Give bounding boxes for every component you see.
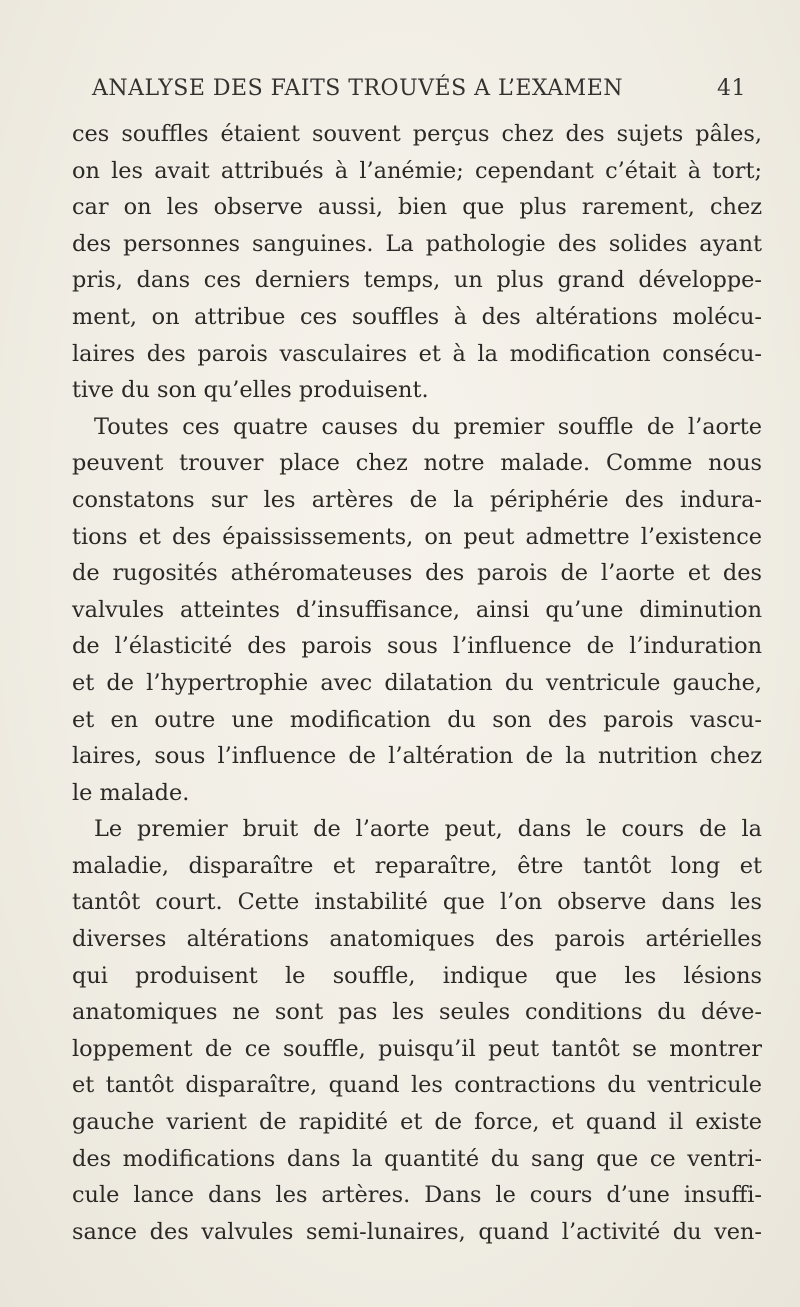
text-line: gauche varient de rapidité et de force, et quand il existe xyxy=(72,1109,762,1136)
text-line: et tantôt disparaître, quand les contractions du ventricule xyxy=(72,1072,762,1099)
running-title: ANALYSE DES FAITS TROUVÉS A L’EXAMEN xyxy=(92,76,624,101)
text-line: le malade. xyxy=(72,779,190,806)
text-line: de rugosités athéromateuses des parois de l’aorte et des xyxy=(72,560,762,587)
text-line: on les avait attribués à l’anémie; cependant c’était à tort; xyxy=(72,157,762,184)
text-line: ces souffles étaient souvent perçus chez des sujets pâles, xyxy=(72,121,762,147)
text-line: tions et des épaississements, on peut admettre l’existence xyxy=(72,523,762,550)
text-line: loppement de ce souffle, puisqu’il peut tantôt se montrer xyxy=(72,1035,762,1062)
paragraph-1 xyxy=(72,116,762,409)
text-line: diverses altérations anatomiques des parois artérielles xyxy=(72,926,762,953)
text-line: laires, sous l’influence de l’altération de la nutrition chez xyxy=(72,743,762,770)
text-line: pris, dans ces derniers temps, un plus grand développe- xyxy=(72,267,762,294)
text-line: valvules atteintes d’insuffisance, ainsi qu’une diminution xyxy=(72,596,762,623)
text-line: Le premier bruit de l’aorte peut, dans le cours de la xyxy=(94,816,762,843)
paragraph-3 xyxy=(72,811,762,1250)
page-header xyxy=(92,76,746,110)
text-line: laires des parois vasculaires et à la modification consécu- xyxy=(72,340,762,367)
text-line: maladie, disparaître et reparaître, être tantôt long et xyxy=(72,852,762,879)
text-line: tantôt court. Cette instabilité que l’on observe dans les xyxy=(72,889,762,916)
page-number: 41 xyxy=(717,76,746,101)
text-line: qui produisent le souffle, indique que les lésions xyxy=(72,962,762,989)
text-line: anatomiques ne sont pas les seules conditions du déve- xyxy=(72,999,762,1026)
text-line: sance des valvules semi-lunaires, quand l’activité du ven- xyxy=(72,1218,762,1245)
text-line: des personnes sanguines. La pathologie des solides ayant xyxy=(72,230,762,257)
text-line: et de l’hypertrophie avec dilatation du ventricule gauche, xyxy=(72,669,762,696)
paragraph-2 xyxy=(72,409,762,812)
text-line: cule lance dans les artères. Dans le cours d’une insuffi- xyxy=(72,1182,762,1209)
text-line: car on les observe aussi, bien que plus rarement, chez xyxy=(72,194,762,221)
text-line: tive du son qu’elles produisent. xyxy=(72,377,429,404)
text-line: et en outre une modification du son des parois vascu- xyxy=(72,706,762,733)
text-line: Toutes ces quatre causes du premier souffle de l’aorte xyxy=(94,413,762,440)
text-line: constatons sur les artères de la périphérie des indura- xyxy=(72,486,762,513)
text-line: peuvent trouver place chez notre malade. Comme nous xyxy=(72,450,762,477)
text-line: de l’élasticité des parois sous l’influence de l’induration xyxy=(72,633,762,660)
text-line: ment, on attribue ces souffles à des altérations molécu- xyxy=(72,303,762,330)
text-line: des modifications dans la quantité du sang que ce ventri- xyxy=(72,1145,762,1172)
body-text xyxy=(72,116,762,1250)
